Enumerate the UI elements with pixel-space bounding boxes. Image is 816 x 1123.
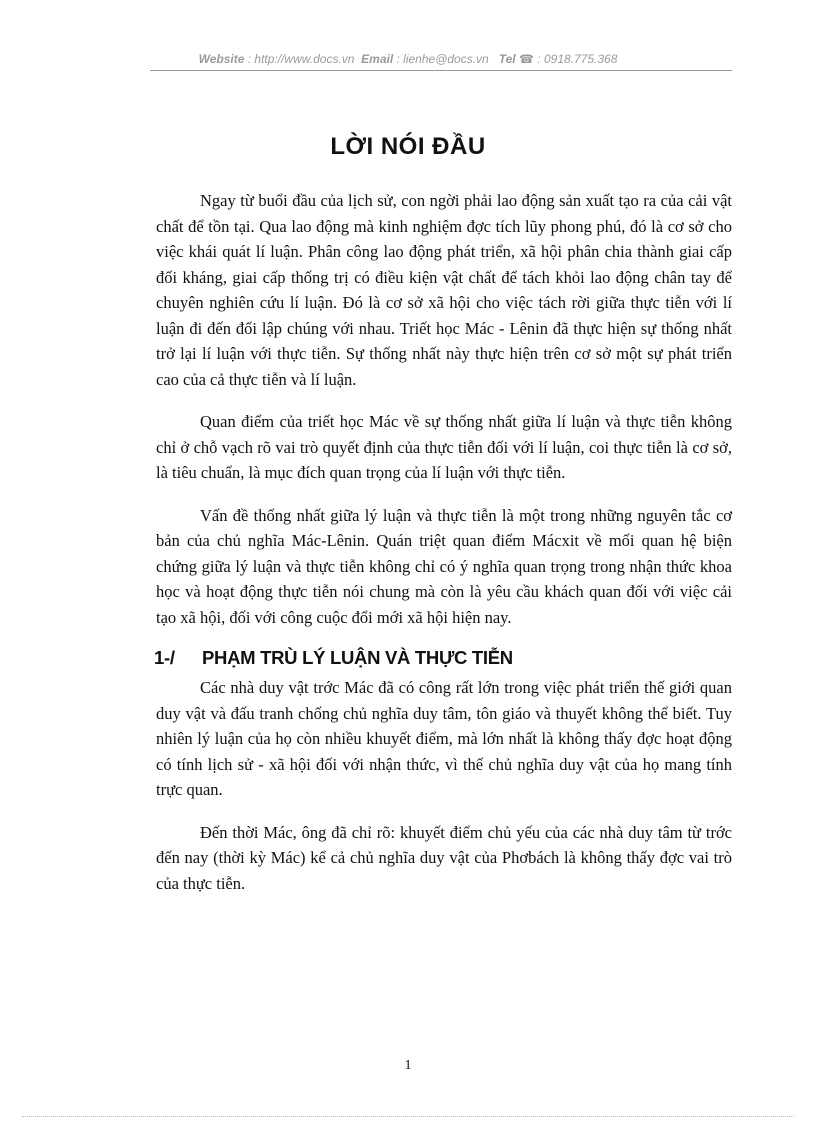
page-number: 1	[404, 1058, 412, 1073]
header-divider	[150, 70, 732, 71]
section-number: 1-/	[154, 647, 175, 668]
footer-divider	[22, 1116, 794, 1117]
section-heading	[154, 647, 732, 669]
tel-label: Tel	[498, 52, 516, 66]
tel-value: : 0918.775.368	[537, 52, 618, 66]
page-title: LỜI NÓI ĐẦU	[330, 133, 486, 160]
intro-paragraph-1: Ngay từ buổi đầu của lịch sử, con ngời phải lao động sản xuất tạo ra của cải vật chất để tồn tại. Qua lao động mà kinh nghiệm đợc tích lũy phong phú, đó là cơ sở cho việc khái quát lí luận. Phân công lao động phát triển, xã hội phân chia thành giai cấp đối kháng, giai cấp thống trị có điều kiện vật chất để tách khỏi lao động chân tay để chuyên nghiên cứu lí luận. Đó là cơ sở xã hội cho việc tách rời giữa thực tiễn với lí luận đi đến đối lập chúng với nhau. Triết học Mác - Lênin đã thực hiện sự thống nhất trở lại lí luận với thực tiễn. Sự thống nhất này thực hiện trên cơ sở một sự phát triển cao của cả thực tiễn và lí luận.	[156, 191, 732, 389]
email-value: : lienhe@docs.vn	[396, 52, 489, 66]
phone-icon: ☎	[519, 52, 534, 66]
intro-paragraph-3: Vấn đề thống nhất giữa lý luận và thực tiễn là một trong những nguyên tắc cơ bản của chủ nghĩa Mác-Lênin. Quán triệt quan điểm Mácxit về mối quan hệ biện chứng giữa lý luận và thực tiễn không chỉ có ý nghĩa quan trọng trong nhận thức khoa học và hoạt động thực tiễn nói chung mà còn là yêu cầu khách quan đối với việc cải tạo xã hội, đối với công cuộc đổi mới xã hội hiện nay.	[156, 505, 732, 627]
website-value: : http://www.docs.vn	[247, 52, 355, 66]
intro-paragraph-2: Quan điểm của triết học Mác về sự thống nhất giữa lí luận và thực tiễn không chỉ ở chỗ vạch rõ vai trò quyết định của thực tiễn đối với lí luận, coi thực tiễn là cơ sở, là tiêu chuẩn, là mục đích quan trọng của lí luận với thực tiễn.	[156, 412, 732, 482]
section-title: PHẠM TRÙ LÝ LUẬN VÀ THỰC TIỄN	[202, 647, 513, 668]
section-paragraph-2: Đến thời Mác, ông đã chỉ rõ: khuyết điểm chủ yếu của các nhà duy tâm từ trớc đến nay (thời kỳ Mác) kể cả chủ nghĩa duy vật của Phơbách là không thấy đợc vai trò của thực tiễn.	[156, 822, 732, 893]
page-header	[0, 52, 816, 66]
section-paragraph-1: Các nhà duy vật trớc Mác đã có công rất lớn trong việc phát triển thế giới quan duy vật và đấu tranh chống chủ nghĩa duy tâm, tôn giáo và thuyết không thể biết. Tuy nhiên lý luận của họ còn nhiều khuyết điểm, mà lớn nhất là không thấy đợc hoạt động có tính lịch sử - xã hội đối với nhận thức, vì thế chủ nghĩa duy vật của họ mang tính trực quan.	[156, 678, 732, 799]
document-body	[156, 188, 732, 913]
email-label: Email	[361, 52, 394, 66]
website-label: Website	[198, 52, 245, 66]
